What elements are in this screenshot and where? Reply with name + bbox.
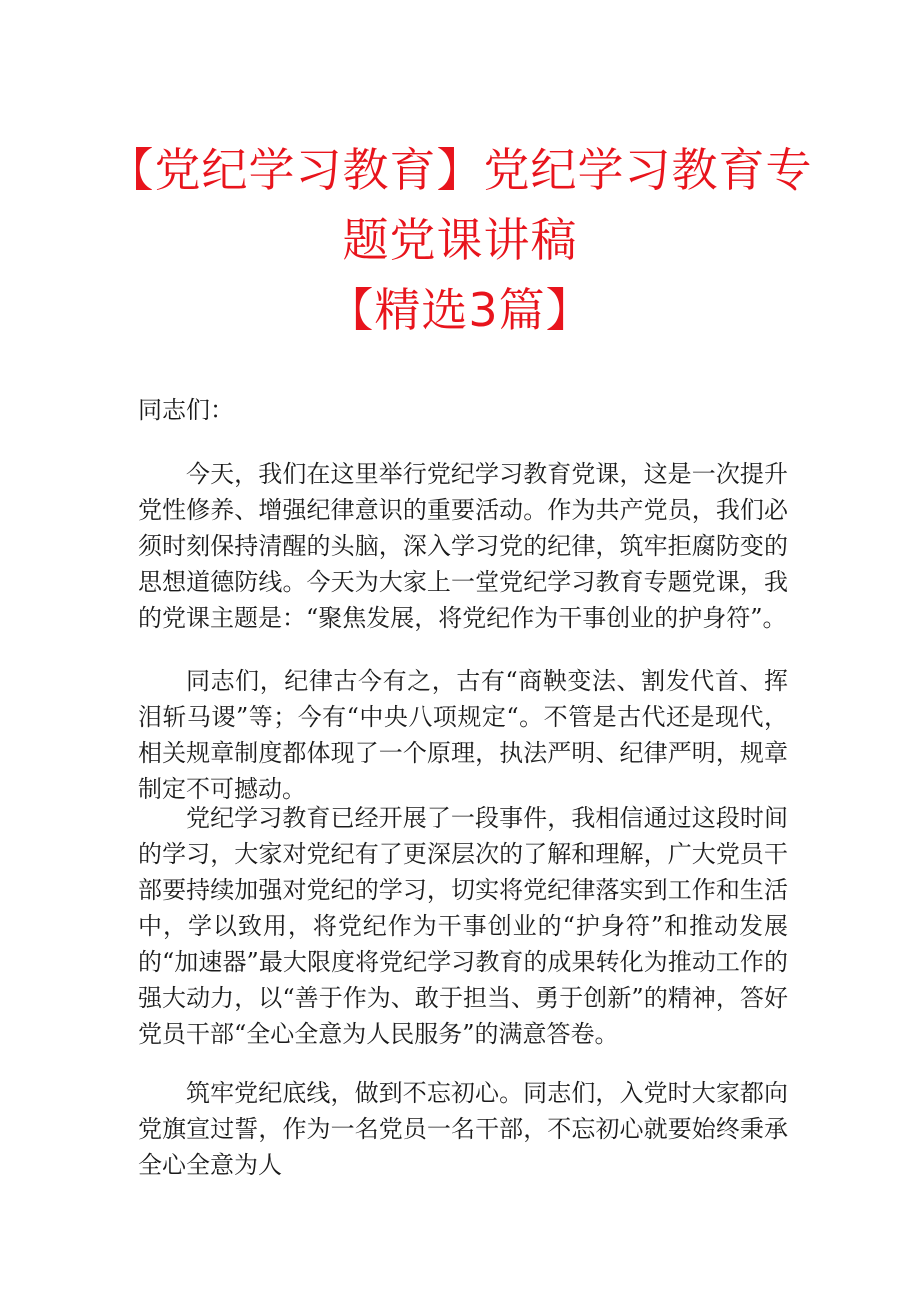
document-title-line-2: 题党课讲稿 xyxy=(342,213,578,267)
document-title-line-3: 【精选3篇】 xyxy=(327,283,593,337)
paragraph-1: 今天，我们在这里举行党纪学习教育党课，这是一次提升党性修养、增强纪律意识的重要活动。作为共产党员，我们必须时刻保持清醒的头脑，深入学习党的纪律，筑牢拒腐防变的思想道德防线。今天为大家上一堂党纪学习教育专题党课，我的党课主题是：“聚焦发展，将党纪作为干事创业的护身符”。 xyxy=(138,460,788,632)
paragraph-3: 党纪学习教育已经开展了一段事件，我相信通过这段时间的学习，大家对党纪有了更深层次的了解和理解，广大党员干部要持续加强对党纪的学习，切实将党纪律落实到工作和生活中，学以致用，将党纪作为干事创业的“护身符”和推动发展的“加速器”最大限度将党纪学习教育的成果转化为推动工作的强大动力，以“善于作为、敢于担当、勇于创新”的精神，答好党员干部“全心全意为人民服务”的满意答卷。 xyxy=(138,804,788,1048)
document-title-line-1: 【党纪学习教育】党纪学习教育专 xyxy=(107,143,813,197)
salutation: 同志们： xyxy=(138,396,234,424)
paragraph-2: 同志们，纪律古今有之，古有“商鞅变法、割发代首、挥泪斩马谡”等；今有“中央八项规定“。不管是古代还是现代，相关规章制度都体现了一个原理，执法严明、纪律严明，规章制定不可撼动。 xyxy=(138,667,788,803)
paragraph-4: 筑牢党纪底线，做到不忘初心。同志们，入党时大家都向党旗宣过誓，作为一名党员一名干部，不忘初心就要始终秉承全心全意为人 xyxy=(138,1079,788,1179)
